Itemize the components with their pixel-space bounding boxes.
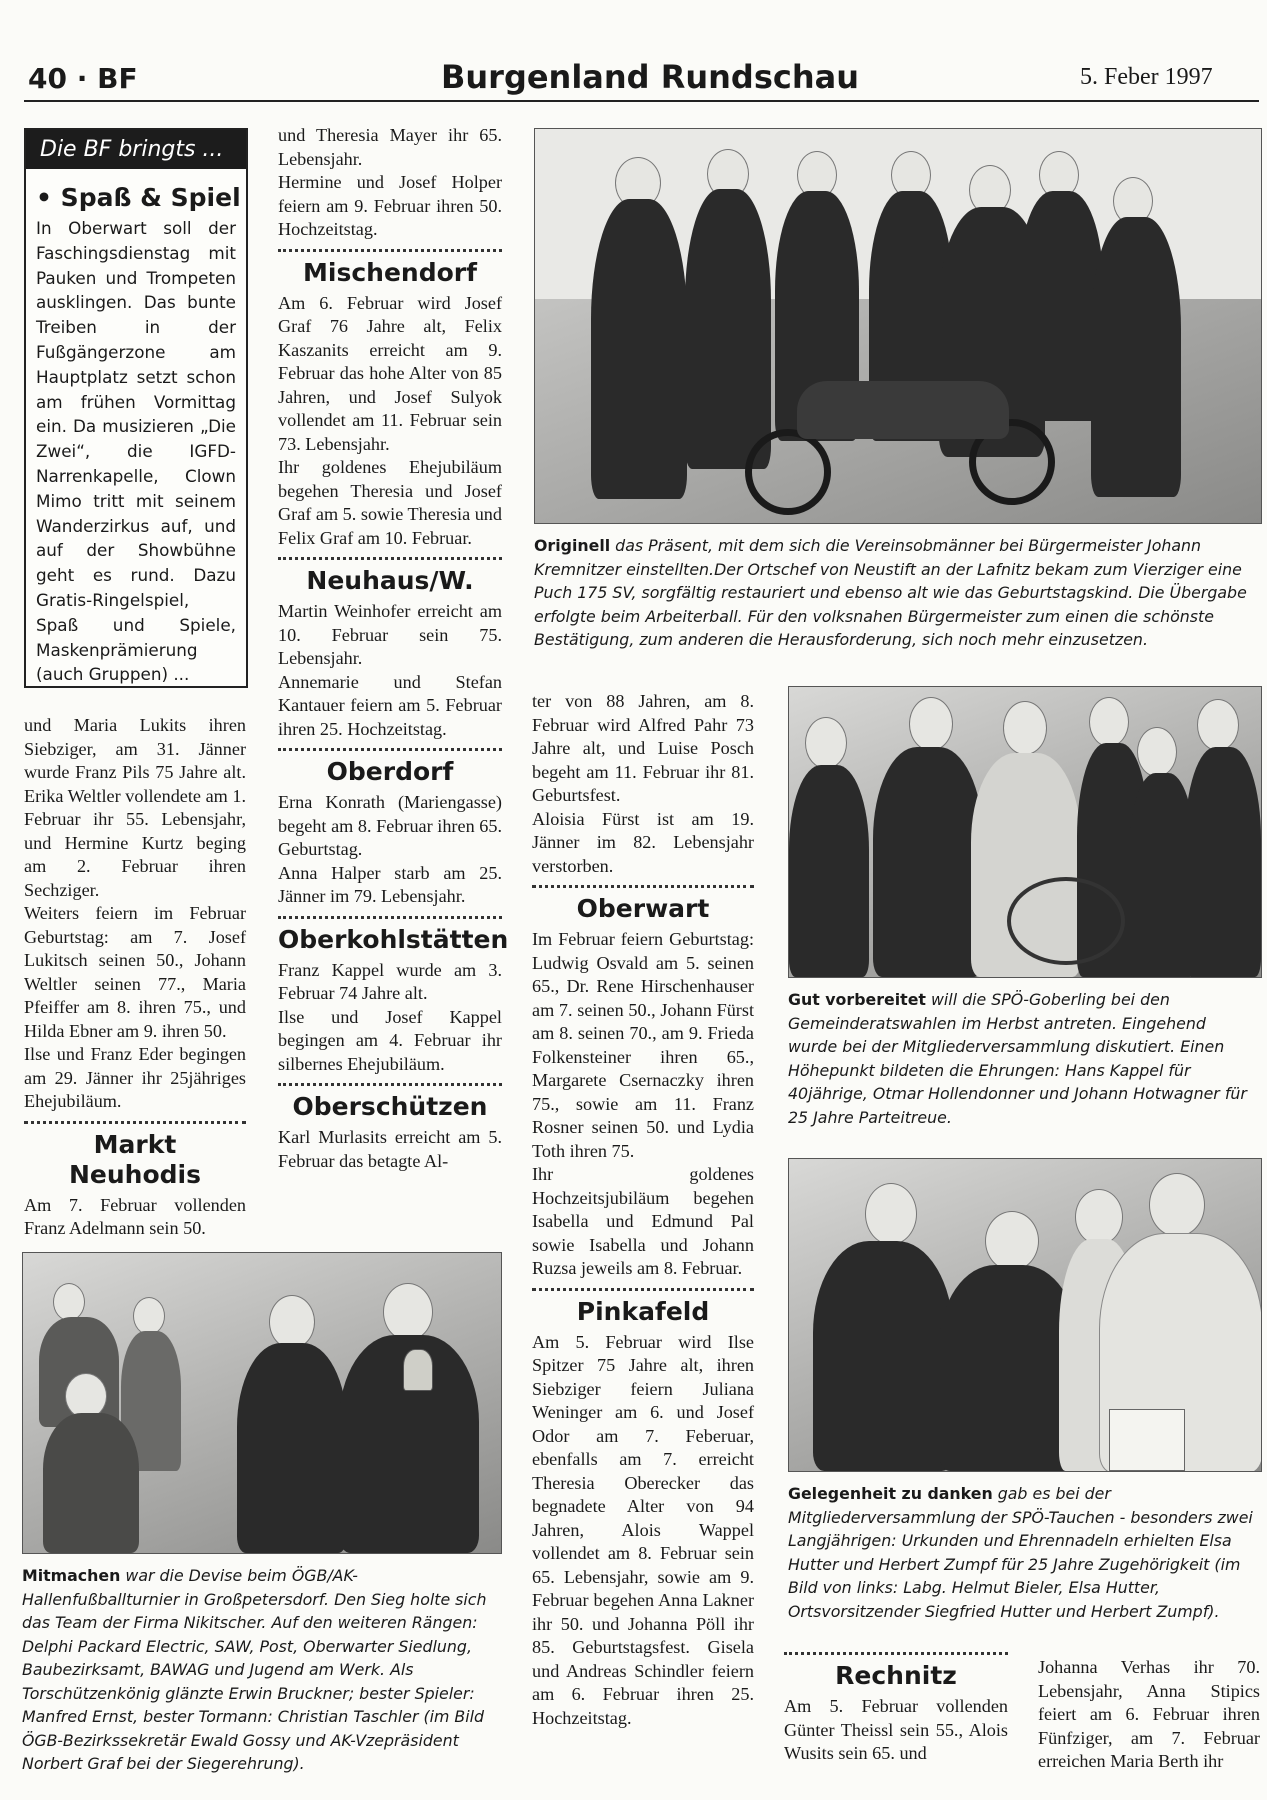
newspaper-title: Burgenland Rundschau: [440, 58, 859, 96]
article-paragraph: Ihr goldenes Ehejubiläum begehen Theresia und Josef Graf am 5. sowie Theresia und Felix Graf am 10. Februar.: [278, 457, 502, 548]
caption-text: das Präsent, mit dem sich die Vereinsobmänner bei Bürgermeister Johann Kremnitzer einstellten.Der Ortschef von Neustift an der Lafnitz bekam zum Vierziger eine Puch 175 SV, sorgfältig restauriert und ebenso alt wie das Geburtstagskind. Die Übergabe erfolgte beim Arbeiterball. Für den volksnahen Bürgermeister zum einen die schönste Bestätigung, zum anderen die Herausforderung, sich noch mehr einzusetzen.: [534, 536, 1247, 649]
photo-person: [789, 765, 869, 977]
photo-person: [43, 1413, 139, 1553]
photo-person: [133, 1297, 165, 1335]
photo-football-tournament: [22, 1252, 502, 1554]
caption-text: war die Devise beim ÖGB/AK-Hallenfußballturnier in Großpetersdorf. Den Sieg holte sich das Team der Firma Nikitscher. Auf den weiteren Rängen: Delphi Packard Electric, SAW, Post, Oberwarter Siedlung, Baubezirksamt, BAWAG und Jugend am Werk. Als Torschützenkönig glänzte Erwin Bruckner; bester Spieler: Manfred Ernst, bester Tormann: Christian Taschler (im Bild ÖGB-Bezirkssekretär Ewald Gossy und AK-Vzepräsident Norbert Graf bei der Siegerehrung).: [22, 1566, 487, 1773]
section-heading: Oberdorf: [326, 757, 454, 786]
photo-person: [53, 1283, 85, 1321]
column-5: [1038, 1656, 1260, 1774]
column-4: [784, 1652, 1008, 1766]
certificate: [1109, 1409, 1185, 1471]
photo-person: [985, 1211, 1039, 1271]
article-paragraph: Johanna Verhas ihr 70. Lebensjahr, Anna Stipics feiert am 6. Februar ihren Fünfziger, am 7. Februar erreichen Maria Berth ihr: [1038, 1657, 1260, 1771]
section-heading: Oberschützen: [292, 1092, 488, 1121]
section-heading: Mischendorf: [303, 257, 477, 287]
dotted-divider: [784, 1652, 1008, 1655]
photo-person: [909, 697, 953, 751]
photo-person: [1137, 727, 1177, 777]
photo-person: [1003, 701, 1047, 755]
photo-person: [865, 1183, 917, 1245]
dotted-divider: [532, 885, 754, 888]
photo-person: [1091, 217, 1181, 497]
info-box: [24, 128, 248, 688]
photo-spoe-tauchen: [788, 1158, 1262, 1472]
article-paragraph: Karl Murlasits erreicht am 5. Februar das betagte Al-: [278, 1127, 502, 1171]
article-paragraph: ter von 88 Jahren, am 8. Februar wird Alfred Pahr 73 Jahre alt, und Luise Posch begeht am 11. Februar ihr 81. Geburtsfest.: [532, 691, 754, 805]
photo-person: [591, 199, 687, 499]
caption-text: will die SPÖ-Goberling bei den Gemeinderatswahlen im Herbst antreten. Eingehend wurde bei der Mitgliederversammlung diskutiert. Einen Höhepunkt bildeten die Ehrungen: Hans Kappel für 40jährige, Otmar Hollendonner und Johann Hotwagner für 25 Jahre Parteitreue.: [788, 990, 1247, 1127]
caption-photo-4: [22, 1564, 500, 1776]
article-paragraph: Am 5. Februar wird Ilse Spitzer 75 Jahre alt, ihren Siebziger feiern Juliana Weninger am 6. und Josef Odor am 7. Feberuar, ebenfalls am 7. erreicht Theresia Oberecker das begnadete Alter von 94 Jahren, Alois Wappel vollendet am 8. Februar sein 65. Lebensjahr, sowie am 9. Februar begehen Anna Lakner ihr 50. und Johanna Pöll ihr 85. Geburtstagsfest. Gisela und Andreas Schindler feiern am 6. Februar ihren 25. Hochzeitstag.: [532, 1331, 754, 1728]
photo-person: [1075, 1189, 1123, 1245]
article-paragraph: Ilse und Josef Kappel begingen am 4. Februar ihr silbernes Ehejubiläum.: [278, 1006, 502, 1074]
photo-person: [269, 1295, 315, 1349]
caption-lead: Gelegenheit zu danken: [788, 1484, 993, 1503]
header-rule: [24, 100, 1259, 102]
photo-person: [383, 1283, 433, 1341]
photo-person: [685, 189, 771, 469]
article-paragraph: Im Februar feiern Geburtstag: Ludwig Osvald am 5. seinen 65., Dr. Rene Hirschenhauser am 7. seinen 50., Johann Fürst am 8. seinen 70., am 9. Frieda Folkensteiner ihren 65., Margarete Csernaczky ihren 75., sowie am 11. Franz Rosner seinen 50. und Lydia Toth ihren 75.: [532, 929, 754, 1161]
article-paragraph: Hermine und Josef Holper feiern am 9. Februar ihren 50. Hochzeitstag.: [278, 172, 502, 239]
section-heading: Oberkohlstätten: [278, 924, 509, 954]
article-paragraph: und Theresia Mayer ihr 65. Lebensjahr.: [278, 125, 502, 169]
photo-person: [813, 1241, 953, 1471]
article-paragraph: Ilse und Franz Eder begingen am 29. Jänner ihr 25jähriges Ehejubiläum.: [24, 1044, 246, 1111]
article-paragraph: und Maria Lukits ihren Siebziger, am 31. Jänner wurde Franz Pils 75 Jahre alt. Erika Weltler vollendete am 1. Februar ihr 55. Lebensjahr, und Hermine Kurtz beging am 2. Februar ihren Sechziger.: [24, 715, 246, 900]
caption-lead: Mitmachen: [22, 1566, 121, 1585]
article-paragraph: Annemarie und Stefan Kantauer feiern am 5. Februar ihren 25. Hochzeitstag.: [278, 671, 502, 739]
caption-photo-1: [534, 534, 1260, 652]
gift-basket: [1007, 877, 1125, 965]
section-heading: Oberwart: [576, 894, 710, 923]
article-paragraph: Erna Konrath (Mariengasse) begeht am 8. Februar ihren 65. Geburtstag.: [278, 792, 502, 859]
caption-lead: Gut vorbereitet: [788, 990, 926, 1009]
dotted-divider: [532, 1288, 754, 1291]
column-2: [278, 124, 509, 1173]
dotted-divider: [278, 557, 502, 560]
photo-spoe-goberling: [788, 686, 1262, 978]
dotted-divider: [278, 916, 502, 919]
article-paragraph: Am 6. Februar wird Josef Graf 76 Jahre alt, Felix Kaszanits erreicht am 9. Februar das hohe Alter von 85 Jahren, und Josef Sulyok vollendet am 11. Februar sein 73. Lebensjahr.: [278, 292, 502, 454]
article-paragraph: Martin Weinhofer erreicht am 10. Februar sein 75. Lebensjahr.: [278, 601, 502, 668]
section-heading: Markt Neuhodis: [69, 1129, 201, 1189]
column-1: [24, 714, 246, 1241]
caption-photo-3: [788, 1482, 1260, 1623]
photo-person: [237, 1343, 347, 1553]
caption-text: gab es bei der Mitgliederversammlung der SPÖ-Tauchen - besonders zwei Langjährigen: Urkunden und Ehrennadeln erhielten Elsa Hutter und Herbert Zumpf für 25 Jahre Zugehörigkeit (im Bild von links: Labg. Helmut Bieler, Elsa Hutter, Ortsvorsitzender Siegfried Hutter und Herbert Zumpf).: [788, 1484, 1253, 1621]
info-box-body: In Oberwart soll der Faschingsdienstag mit Pauken und Trompeten ausklingen. Das bunte Treiben in der Fußgängerzone am Hauptplatz setzt schon am frühen Vormittag ein. Da musizieren „Die Zwei“, die IGFD-Narrenkapelle, Clown Mimo tritt mit seinem Wanderzirkus auf, und auf der Showbühne geht es rund. Dazu Gratis-Ringelspiel, Spaß und Spiele, Maskenprämierung (auch Gruppen) ...: [36, 218, 236, 685]
column-3: [532, 690, 754, 1730]
photo-motorcycle-presentation: [534, 128, 1262, 524]
dotted-divider: [278, 1083, 502, 1086]
photo-person: [1185, 747, 1261, 977]
caption-photo-2: [788, 988, 1260, 1129]
trophy-cup: [403, 1349, 433, 1391]
section-heading: Neuhaus/W.: [306, 566, 474, 595]
photo-person: [939, 1265, 1079, 1471]
info-box-title: • Spaß & Spiel: [36, 183, 241, 212]
issue-date: 5. Feber 1997: [1080, 64, 1213, 90]
article-paragraph: Franz Kappel wurde am 3. Februar 74 Jahre alt.: [278, 959, 502, 1003]
motorcycle-body: [797, 381, 1009, 439]
article-paragraph: Am 7. Februar vollenden Franz Adelmann sein 50.: [24, 1194, 246, 1238]
photo-person: [873, 747, 983, 977]
section-heading: Rechnitz: [835, 1661, 957, 1690]
photo-person: [1149, 1173, 1205, 1237]
dotted-divider: [24, 1121, 246, 1124]
photo-person: [1197, 699, 1239, 751]
info-box-heading: Die BF bringts ...: [26, 130, 246, 169]
caption-lead: Originell: [534, 536, 611, 555]
page-number: 40 · BF: [28, 62, 138, 95]
motorcycle-wheel: [745, 429, 831, 515]
photo-person: [805, 717, 847, 769]
article-paragraph: Ihr goldenes Hochzeitsjubiläum begehen Isabella und Edmund Pal sowie Isabella und Johann Ruzsa jeweils am 8. Februar.: [532, 1164, 754, 1278]
section-heading: Pinkafeld: [576, 1296, 710, 1326]
article-paragraph: Weiters feiern im Februar Geburtstag: am 7. Josef Lukitsch seinen 50., Johann Weltler seinen 77., Maria Pfeiffer am 8. ihren 75., und Hilda Ebner am 9. ihren 50.: [24, 903, 246, 1041]
article-paragraph: Aloisia Fürst ist am 19. Jänner im 82. Lebensjahr verstorben.: [532, 808, 754, 876]
dotted-divider: [278, 249, 502, 252]
article-paragraph: Am 5. Februar vollenden Günter Theissl sein 55., Alois Wusits sein 65. und: [784, 1696, 1008, 1763]
article-paragraph: Anna Halper starb am 25. Jänner im 79. Lebensjahr.: [278, 862, 502, 906]
dotted-divider: [278, 748, 502, 751]
photo-person: [1089, 697, 1129, 747]
